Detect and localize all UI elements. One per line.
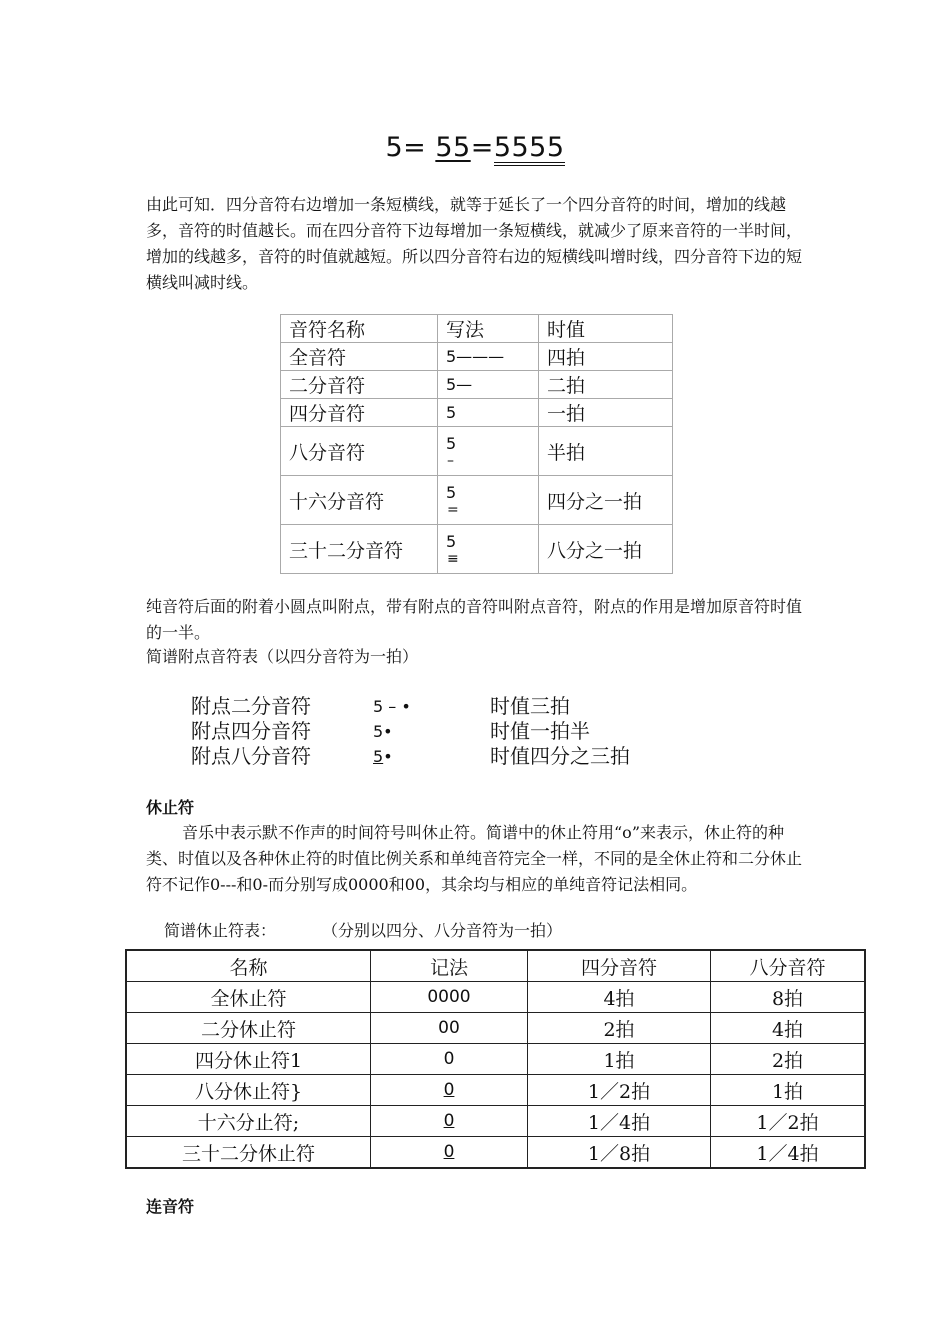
note-notation-cell bbox=[438, 476, 539, 525]
note-notation-cell bbox=[438, 427, 539, 476]
paragraph-rest: 音乐中表示默不作声的时间符号叫休止符。简谱中的休止符用“o”来表示，休止符的种类、时值以及各种休止符的时值比例关系和单纯音符完全一样，不同的是全休止符和二分休止符不记作0---和0-而分别写成0000和00，其余均与相应的单纯音符记法相同。 bbox=[146, 823, 803, 894]
note-notation: 5 bbox=[446, 434, 457, 453]
dotted-note-digit: 5 bbox=[373, 747, 384, 766]
table-row bbox=[126, 1075, 865, 1106]
table-row bbox=[126, 1044, 865, 1075]
dotted-note-notation bbox=[373, 744, 490, 769]
note-value: 一拍 bbox=[539, 399, 673, 427]
equation bbox=[0, 132, 950, 166]
paragraph-duration-lines: 由此可知．四分音符右边增加一条短横线，就等于延长了一个四分音符的时间，增加的线越多，音符的时值越长。而在四分音符下边每增加一条短横线，就减少了原来音符的一半时间，增加的线越多，音符的时值就越短。所以四分音符右边的短横线叫增时线，四分音符下边的短横线叫减时线。 bbox=[146, 195, 803, 292]
note-notation: 5 bbox=[446, 532, 457, 551]
rest-eighth-value: 2拍 bbox=[711, 1044, 866, 1075]
note-table-header bbox=[281, 315, 673, 343]
rest-header-name: 名称 bbox=[126, 950, 371, 982]
rest-name: 四分休止符1 bbox=[126, 1044, 371, 1075]
rest-heading: 休止符 bbox=[146, 798, 195, 817]
list-item bbox=[191, 719, 630, 744]
table-row bbox=[281, 343, 673, 371]
dotted-note-notation: 5 – • bbox=[373, 697, 411, 716]
note-notation: 5 bbox=[446, 483, 457, 502]
note-name: 全音符 bbox=[281, 343, 438, 371]
note-notation-cell bbox=[438, 525, 539, 574]
rest-quarter-value: 1拍 bbox=[528, 1044, 711, 1075]
reduction-line-mark: – bbox=[447, 453, 454, 469]
rest-table-caption bbox=[164, 918, 764, 944]
rest-notation: 0000 bbox=[371, 982, 528, 1013]
note-name: 二分音符 bbox=[281, 371, 438, 399]
rest-header-quarter: 四分音符 bbox=[528, 950, 711, 982]
list-item bbox=[191, 694, 630, 719]
rest-quarter-value: 4拍 bbox=[528, 982, 711, 1013]
rest-quarter-value: 2拍 bbox=[528, 1013, 711, 1044]
list-item bbox=[191, 744, 630, 769]
rest-quarter-value: 1／2拍 bbox=[528, 1075, 711, 1106]
tie-heading: 连音符 bbox=[146, 1197, 195, 1216]
rest-notation: 00 bbox=[371, 1013, 528, 1044]
equation-c: 5555 bbox=[494, 134, 565, 166]
dotted-note-value: 时值四分之三拍 bbox=[490, 744, 630, 768]
rest-header-notation: 记法 bbox=[371, 950, 528, 982]
header-value: 时值 bbox=[539, 315, 673, 343]
equation-eq: = bbox=[470, 132, 494, 163]
rest-name: 八分休止符} bbox=[126, 1075, 371, 1106]
equation-a: 5= bbox=[385, 132, 427, 163]
table-row bbox=[126, 1013, 865, 1044]
note-name: 四分音符 bbox=[281, 399, 438, 427]
dotted-note-dot: • bbox=[383, 747, 393, 766]
reduction-line-mark: ≡ bbox=[447, 551, 459, 567]
paragraph-dotted-note: 纯音符后面的附着小圆点叫附点，带有附点的音符叫附点音符，附点的作用是增加原音符时值的一半。 bbox=[146, 597, 803, 642]
note-value: 二拍 bbox=[539, 371, 673, 399]
rest-notation: 0 bbox=[371, 1137, 528, 1169]
rest-header-eighth: 八分音符 bbox=[711, 950, 866, 982]
table-row bbox=[281, 371, 673, 399]
rest-table bbox=[125, 949, 866, 1169]
header-notation: 写法 bbox=[438, 315, 539, 343]
rest-eighth-value: 8拍 bbox=[711, 982, 866, 1013]
rest-caption-left: 简谱休止符表： bbox=[164, 921, 277, 940]
rest-name: 十六分止符; bbox=[126, 1106, 371, 1137]
dotted-note-name: 附点八分音符 bbox=[191, 744, 311, 768]
note-value: 八分之一拍 bbox=[539, 525, 673, 574]
rest-caption-right: （分别以四分、八分音符为一拍） bbox=[322, 921, 563, 940]
table-row bbox=[281, 427, 673, 476]
note-notation: 5 bbox=[438, 399, 539, 427]
table-row bbox=[126, 1106, 865, 1137]
table-row bbox=[126, 1137, 865, 1169]
note-name: 十六分音符 bbox=[281, 476, 438, 525]
rest-table-header bbox=[126, 950, 865, 982]
note-value: 半拍 bbox=[539, 427, 673, 476]
rest-name: 全休止符 bbox=[126, 982, 371, 1013]
note-value: 四拍 bbox=[539, 343, 673, 371]
dotted-note-name: 附点二分音符 bbox=[191, 694, 311, 718]
dotted-note-value: 时值一拍半 bbox=[490, 719, 590, 743]
table-row bbox=[281, 399, 673, 427]
note-notation: 5——— bbox=[438, 343, 539, 371]
dotted-note-list bbox=[191, 694, 630, 769]
dotted-table-caption: 简谱附点音符表（以四分音符为一拍） bbox=[146, 647, 419, 666]
equation-b: 55 bbox=[435, 132, 471, 163]
reduction-line-mark: = bbox=[447, 502, 459, 518]
rest-name: 三十二分休止符 bbox=[126, 1137, 371, 1169]
header-name: 音符名称 bbox=[281, 315, 438, 343]
table-row bbox=[281, 476, 673, 525]
rest-quarter-value: 1／4拍 bbox=[528, 1106, 711, 1137]
note-value: 四分之一拍 bbox=[539, 476, 673, 525]
rest-notation: 0 bbox=[371, 1075, 528, 1106]
table-row bbox=[126, 982, 865, 1013]
rest-notation: 0 bbox=[371, 1044, 528, 1075]
note-notation: 5— bbox=[438, 371, 539, 399]
dotted-note-value: 时值三拍 bbox=[490, 694, 570, 718]
rest-eighth-value: 1／2拍 bbox=[711, 1106, 866, 1137]
rest-name: 二分休止符 bbox=[126, 1013, 371, 1044]
rest-eighth-value: 1拍 bbox=[711, 1075, 866, 1106]
rest-quarter-value: 1／8拍 bbox=[528, 1137, 711, 1169]
rest-notation: 0 bbox=[371, 1106, 528, 1137]
dotted-note-name: 附点四分音符 bbox=[191, 719, 311, 743]
table-row bbox=[281, 525, 673, 574]
note-name: 三十二分音符 bbox=[281, 525, 438, 574]
note-name: 八分音符 bbox=[281, 427, 438, 476]
note-table bbox=[280, 314, 673, 574]
rest-eighth-value: 4拍 bbox=[711, 1013, 866, 1044]
dotted-note-notation: 5• bbox=[373, 722, 393, 741]
rest-eighth-value: 1／4拍 bbox=[711, 1137, 866, 1169]
